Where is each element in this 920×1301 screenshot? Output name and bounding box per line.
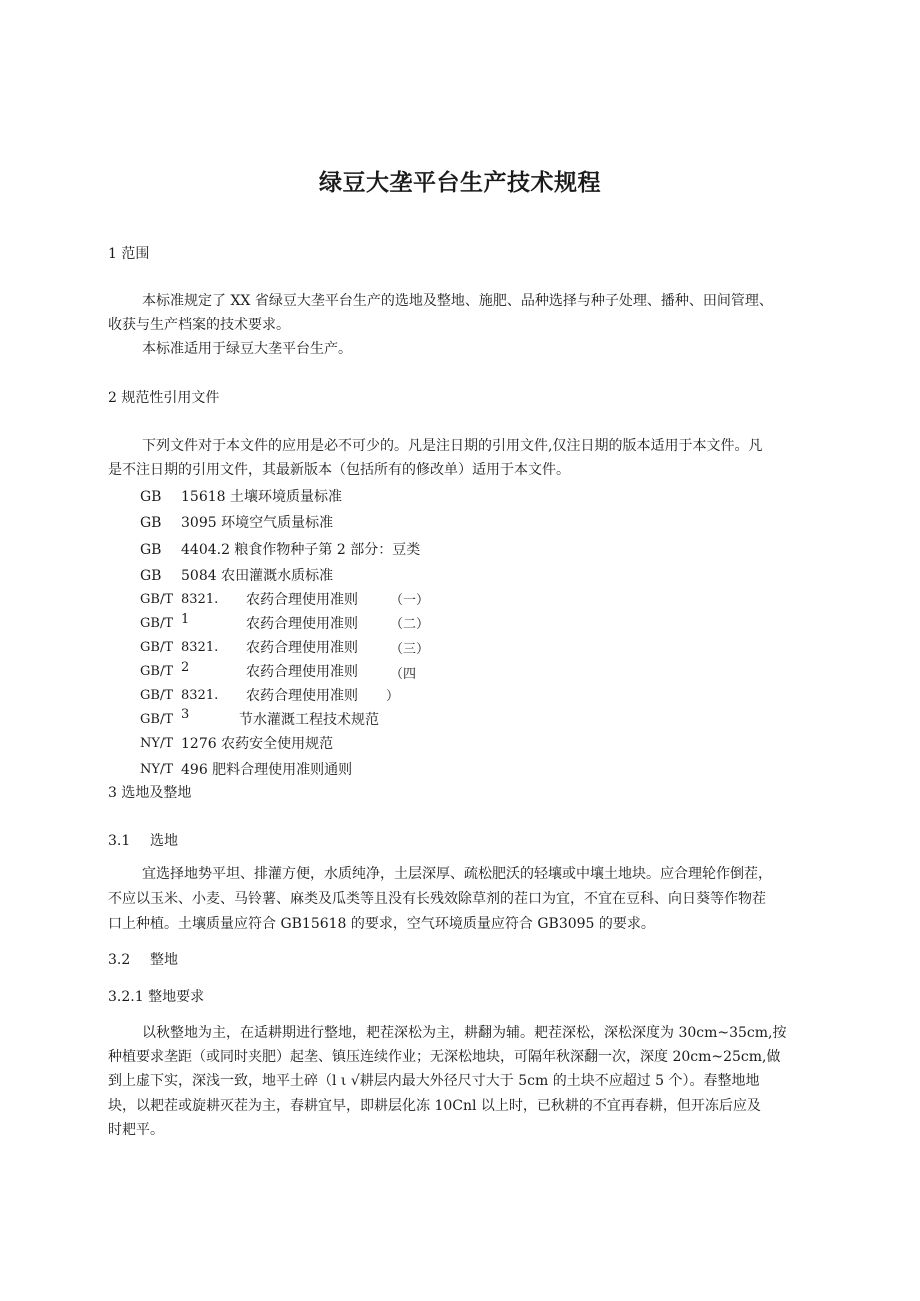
section-3-2-1-heading: 3.2.1 整地要求 (108, 989, 205, 1005)
ref-col1-row-1: GB/T (140, 592, 173, 607)
ref-col4-row-2: （二） (390, 617, 430, 632)
ref-col2-row-5: 8321. (181, 688, 219, 703)
section-3-2-1-line-3: 到上虚下实，深浅一致，地平土碎（l ι √耕层内最大外径尺寸大于 5cm 的土块不应超过 5 个）。春整地地 (108, 1073, 760, 1089)
ref-col3-row-2: 农药合理使用准则 (246, 616, 358, 632)
ref-col2-row-4: 2 (181, 660, 190, 675)
ref-col2-row-7: 1276 农药安全使用规范 (181, 736, 334, 752)
section-2-heading: 2 规范性引用文件 (108, 390, 220, 406)
ref-col4-row-3: （三） (390, 642, 430, 657)
ref-3-prefix: GB (140, 542, 162, 558)
ref-2-prefix: GB (140, 515, 162, 531)
ref-col1-row-6: GB/T (140, 712, 173, 727)
ref-2-text: 3095 环境空气质量标准 (181, 515, 334, 531)
ref-col4-row-5: ） (386, 689, 400, 704)
ref-col1-row-7: NY/T (140, 736, 174, 751)
section-3-2-1-line-1: 以秋整地为主，在适耕期进行整地，耙茬深松为主，耕翻为辅。耙茬深松，深松深度为 30cm~35cm,按 (142, 1025, 787, 1041)
section-3-1-title: 选地 (150, 833, 178, 849)
ref-col3-row-4: 农药合理使用准则 (246, 664, 358, 680)
section-3-2-1-line-4: 块，以耙茬或旋耕灭茬为主，春耕宜早，即耕层化冻 10Cnl 以上时，已秋耕的不宜再春耕，但开冻后应及 (108, 1098, 761, 1114)
ref-col2-row-8: 496 肥料合理使用准则通则 (181, 762, 353, 778)
section-3-2-number: 3.2 (108, 952, 131, 968)
ref-col2-row-2: 1 (181, 612, 190, 627)
ref-col1-row-2: GB/T (140, 616, 173, 631)
ref-col1-row-4: GB/T (140, 664, 173, 679)
ref-3-text: 4404.2 粮食作物种子第 2 部分：豆类 (181, 542, 421, 558)
section-3-1-line-1: 宜选择地势平坦、排灌方便，水质纯净，土层深厚、疏松肥沃的轻壤或中壤土地块。应合理轮作倒茬， (142, 866, 772, 882)
ref-col1-row-5: GB/T (140, 688, 173, 703)
section-2-para-line-2: 是不注日期的引用文件，其最新版本（包括所有的修改单）适用于本文件。 (108, 462, 570, 478)
section-1-para-1-line-1: 本标准规定了 XX 省绿豆大垄平台生产的选地及整地、施肥、品种选择与种子处理、播种、田间管理、 (142, 293, 773, 309)
ref-4-text: 5084 农田灌溉水质标准 (181, 568, 334, 584)
section-2-para-line-1: 下列文件对于本文件的应用是必不可少的。凡是注日期的引用文件,仅注日期的版本适用于本文件。凡 (142, 438, 763, 454)
ref-col3-row-1: 农药合理使用准则 (246, 592, 358, 608)
section-3-1-number: 3.1 (108, 833, 131, 849)
ref-col1-row-3: GB/T (140, 640, 173, 655)
section-3-heading: 3 选地及整地 (108, 785, 192, 801)
section-1-para-1-line-2: 收获与生产档案的技术要求。 (108, 317, 290, 333)
section-3-1-line-3: 口上种植。土壤质量应符合 GB15618 的要求，空气环境质量应符合 GB3095 的要求。 (108, 916, 655, 932)
ref-1-text: 15618 土壤环境质量标准 (181, 489, 342, 505)
ref-col3-row-3: 农药合理使用准则 (246, 640, 358, 656)
section-1-heading: 1 范围 (108, 246, 150, 262)
ref-col1-row-8: NY/T (140, 762, 174, 777)
section-3-2-1-line-5: 时耙平。 (108, 1122, 164, 1138)
ref-col3-row-6: 节水灌溉工程技术规范 (239, 712, 379, 728)
ref-col2-row-3: 8321. (181, 640, 219, 655)
ref-col3-row-5: 农药合理使用准则 (246, 688, 358, 704)
ref-col4-row-4: （四 (390, 667, 417, 682)
section-3-2-1-line-2: 种植要求垄距（或同时夹肥）起垄、镇压连续作业；无深松地块，可隔年秋深翻一次，深度 20cm~25cm,做 (108, 1049, 781, 1065)
section-3-2-title: 整地 (150, 952, 178, 968)
ref-col2-row-1: 8321. (181, 592, 219, 607)
ref-col2-row-6: 3 (181, 707, 190, 722)
ref-col4-row-1: （一） (390, 593, 430, 608)
ref-4-prefix: GB (140, 568, 162, 584)
section-1-para-2: 本标准适用于绿豆大垄平台生产。 (142, 341, 352, 357)
section-3-1-line-2: 不应以玉米、小麦、马铃薯、麻类及瓜类等且没有长残效除草剂的茬口为宜，不宜在豆科、向日葵等作物茬 (108, 891, 766, 907)
document-title: 绿豆大垄平台生产技术规程 (319, 170, 601, 196)
ref-1-prefix: GB (140, 489, 162, 505)
